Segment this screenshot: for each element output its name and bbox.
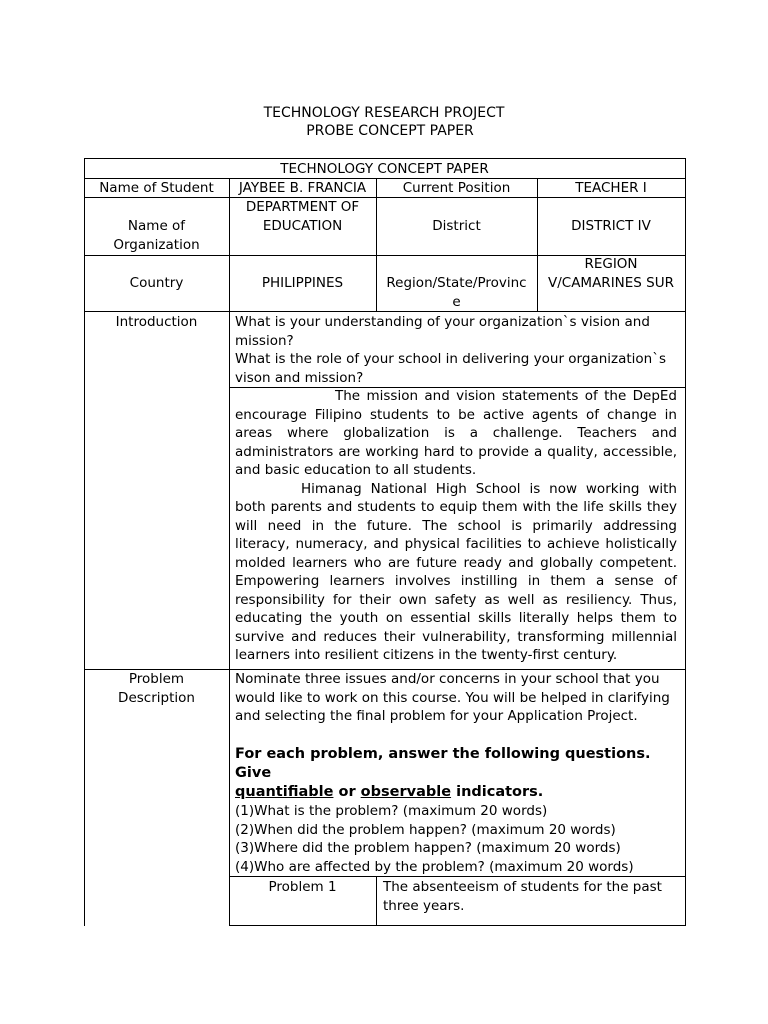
document-title: TECHNOLOGY RESEARCH PROJECT xyxy=(263,105,505,121)
introduction-questions xyxy=(235,313,681,387)
value-district: DISTRICT IV xyxy=(571,218,651,234)
label-region xyxy=(376,274,537,311)
problem-questions xyxy=(235,802,681,876)
problem-question-4: (4)Who are affected by the problem? (maximum 20 words) xyxy=(235,858,634,875)
label-problem-line1: Problem xyxy=(128,671,185,687)
value-problem-1: The absenteeism of students for the past three years. xyxy=(383,879,662,914)
table-heading: TECHNOLOGY CONCEPT PAPER xyxy=(280,161,489,177)
label-region-line2: e xyxy=(452,293,461,310)
label-org-line2: Organization xyxy=(113,236,200,253)
intro-paragraph-2: Himanag National High School is now working with both parents and students to equip them with the life skills they will need in the future. The school is primarily addressing literacy, numeracy, and physical facilities to achieve holistically molded learners who are future ready and globally competent. Empowering learners involves instilling in them a sense of responsibility for their own safety as well as resiliency. Thus, educating the youth on essential skills literally helps them to survive and reduces their vulnerability, transforming millennial learners into resilient citizens in the twenty-first century. xyxy=(235,480,677,663)
problem-bold-instructions xyxy=(235,745,681,802)
bold-line-2 xyxy=(235,783,681,802)
bold-line-1: For each problem, answer the following questions. Give xyxy=(235,746,651,781)
label-problem-line2: Description xyxy=(118,689,195,706)
problem-instructions: Nominate three issues and/or concerns in your school that you would like to work on this course. You will be helped in clarifying and selecting the final problem for your Application Project. xyxy=(235,671,670,724)
label-name-of-organization xyxy=(84,217,229,254)
value-region-line2: V/CAMARINES SUR xyxy=(547,274,674,291)
label-current-position: Current Position xyxy=(402,180,511,196)
label-introduction: Introduction xyxy=(115,314,198,330)
intro-question-1: What is your understanding of your organization`s vision and mission? xyxy=(235,314,650,349)
label-name-of-student: Name of Student xyxy=(99,180,214,196)
value-org-line1: DEPARTMENT OF xyxy=(245,199,360,215)
intro-question-2: What is the role of your school in delivering your organization`s vison and mission? xyxy=(235,351,667,386)
intro-paragraph-1: The mission and vision statements of the DepEd encourage Filipino students to be active agents of change in areas where globalization is a challenge. Teachers and administrators are working hard to provide a quality, accessible, and basic education to all students. xyxy=(235,388,677,478)
problem-question-3: (3)Where did the problem happen? (maximum 20 words) xyxy=(235,840,621,856)
document-subtitle: PROBE CONCEPT PAPER xyxy=(306,123,474,139)
label-country: Country xyxy=(129,275,184,291)
introduction-answer xyxy=(235,387,677,665)
value-organization xyxy=(229,198,376,235)
label-org-line1: Name of xyxy=(127,218,186,234)
value-country: PHILIPPINES xyxy=(261,275,344,291)
indicators-word: indicators. xyxy=(451,784,544,800)
label-problem-description xyxy=(84,670,229,707)
label-region-line1: Region/State/Provinc xyxy=(386,275,527,291)
problem-question-1: (1)What is the problem? (maximum 20 words) xyxy=(235,803,548,819)
value-region-line1: REGION xyxy=(584,256,638,272)
value-student-name: JAYBEE B. FRANCIA xyxy=(238,180,367,196)
observable-word: observable xyxy=(360,784,452,800)
value-region xyxy=(537,255,685,292)
problem-question-2: (2)When did the problem happen? (maximum 20 words) xyxy=(235,821,616,838)
label-problem-1: Problem 1 xyxy=(268,879,337,895)
value-org-line2: EDUCATION xyxy=(262,217,343,234)
value-current-position: TEACHER I xyxy=(575,180,647,196)
quantifiable-word: quantifiable xyxy=(235,784,334,800)
label-district: District xyxy=(432,218,481,234)
or-word: or xyxy=(333,784,361,800)
